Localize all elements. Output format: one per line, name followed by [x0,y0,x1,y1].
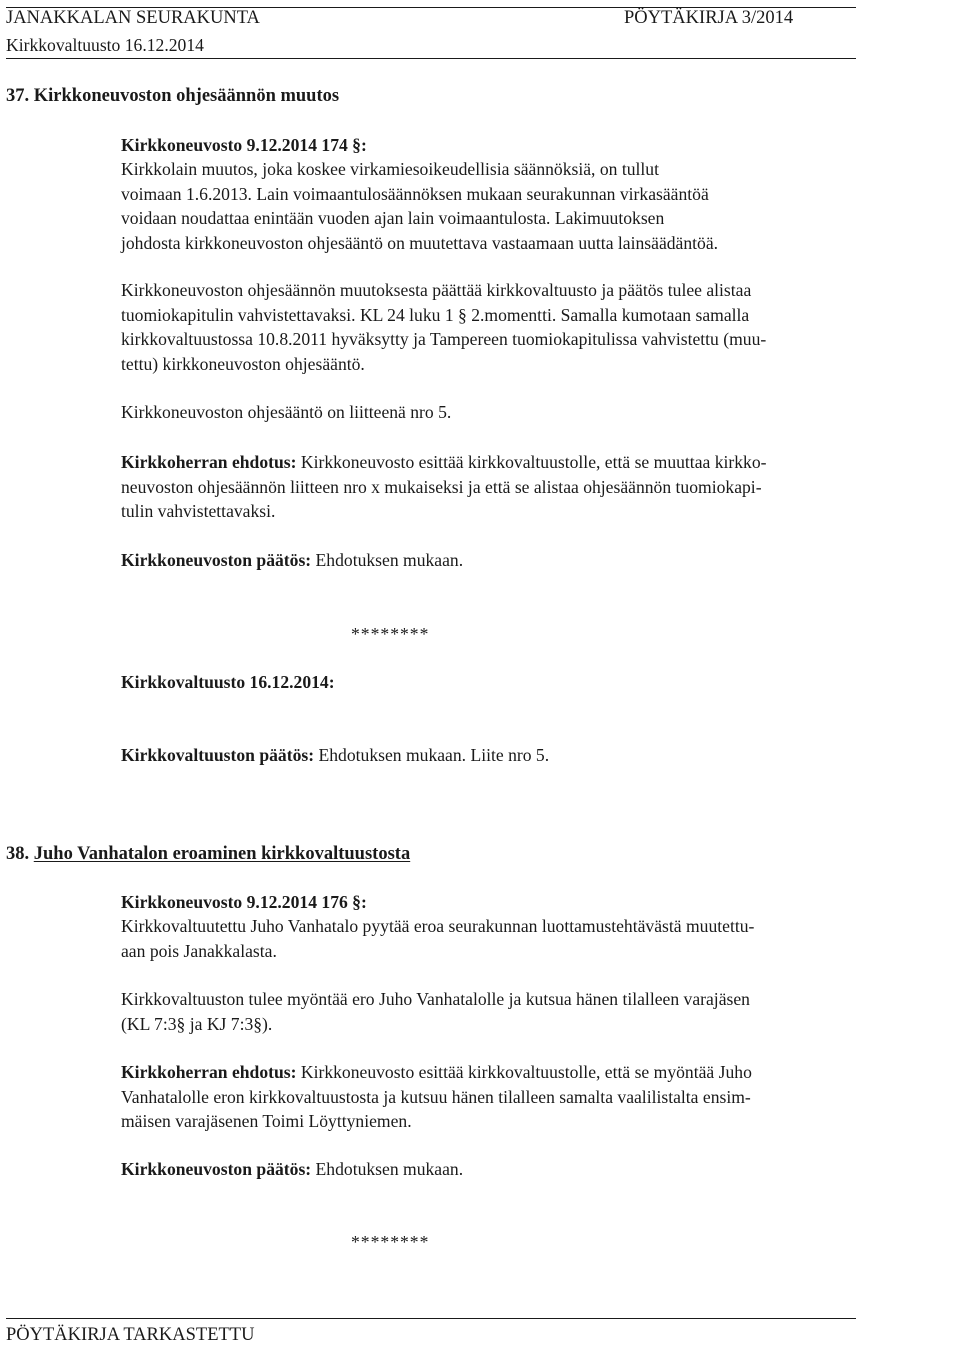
header-top-rule [6,7,856,8]
text-line: neuvoston ohjesäännön liitteen nro x mukaiseksi ja että se alistaa ohjesäännön tuomiokapi- [121,476,762,497]
text-line: Kirkkolain muutos, joka koskee virkamiesoikeudellisia säännöksiä, on tullut [121,159,659,179]
section-37-heading: 37. Kirkkoneuvoston ohjesäännön muutos [6,86,340,106]
section-37-paragraph-1 [121,157,911,255]
header-bottom-rule [6,58,856,59]
header-document-number: PÖYTÄKIRJA 3/2014 [624,8,794,28]
footer-review-label: PÖYTÄKIRJA TARKASTETTU [6,1325,255,1345]
board-decision-label: Kirkkoneuvoston päätös: [121,1159,312,1179]
section-38-board-decision [121,1157,463,1181]
section-38-board-reference: Kirkkoneuvosto 9.12.2014 176 §: [121,892,367,912]
section-38-proposal [121,1060,911,1134]
board-decision-text: Ehdotuksen mukaan. [311,1159,464,1179]
section-38-title: Juho Vanhatalon eroaminen kirkkovaltuustosta [33,844,411,864]
section-37-council-decision [121,743,549,767]
text-line: Kirkkoneuvoston ohjesäännön muutoksesta päättää kirkkovaltuusto ja päätös tulee alistaa [121,280,752,300]
proposal-text: Kirkkoneuvosto esittää kirkkovaltuustolle, että se muuttaa kirkko- [296,452,767,472]
footer-rule [6,1318,856,1319]
section-38-heading [6,842,410,866]
section-38-paragraph-1 [121,914,911,963]
proposal-label: Kirkkoherran ehdotus: [121,452,297,472]
council-decision-text: Ehdotuksen mukaan. Liite nro 5. [314,745,550,765]
board-decision-text: Ehdotuksen mukaan. [311,550,464,570]
council-decision-label: Kirkkovaltuuston päätös: [121,745,315,765]
text-line: voidaan noudattaa enintään vuoden ajan lain voimaantulosta. Lakimuutoksen [121,208,665,228]
section-37-attachment-note: Kirkkoneuvoston ohjesääntö on liitteenä nro 5. [121,402,452,422]
section-37-proposal [121,450,911,524]
section-38-separator: ******** [351,1232,430,1252]
header-meeting-date: Kirkkovaltuusto 16.12.2014 [6,35,204,55]
header-organization: JANAKKALAN SEURAKUNTA [6,8,260,28]
proposal-label: Kirkkoherran ehdotus: [121,1062,297,1082]
section-37-board-reference: Kirkkoneuvosto 9.12.2014 174 §: [121,135,367,155]
text-line: tettu) kirkkoneuvoston ohjesääntö. [121,353,365,374]
text-line: voimaan 1.6.2013. Lain voimaantulosäännöksen mukaan seurakunnan virkasääntöä [121,183,709,204]
text-line [121,1060,911,1085]
section-37-board-decision [121,548,463,572]
text-line: Vanhatalolle eron kirkkovaltuustosta ja kutsuu hänen tilalleen samalta vaalilistalta ensim- [121,1086,751,1107]
text-line: tulin vahvistettavaksi. [121,501,276,521]
section-37-paragraph-2 [121,278,911,376]
section-37-council-reference: Kirkkovaltuusto 16.12.2014: [121,672,335,692]
section-38-number: 38. [6,844,30,864]
text-line [121,450,911,475]
text-line: aan pois Janakkalasta. [121,940,277,961]
text-line: tuomiokapitulin vahvistettavaksi. KL 24 luku 1 § 2.momentti. Samalla kumotaan samalla [121,304,750,325]
text-line: (KL 7:3§ ja KJ 7:3§). [121,1013,273,1034]
proposal-text: Kirkkoneuvosto esittää kirkkovaltuustolle, että se myöntää Juho [296,1062,752,1082]
board-decision-label: Kirkkoneuvoston päätös: [121,550,312,570]
text-line: mäisen varajäsenen Toimi Löyttyniemen. [121,1111,412,1131]
text-line: Kirkkovaltuutettu Juho Vanhatalo pyytää eroa seurakunnan luottamustehtävästä muutettu- [121,916,755,936]
text-line: johdosta kirkkoneuvoston ohjesääntö on muutettava vastaamaan uutta lainsäädäntöä. [121,232,719,253]
section-38-paragraph-2 [121,987,911,1036]
text-line: kirkkovaltuustossa 10.8.2011 hyväksytty ja Tampereen tuomiokapitulissa vahvistettu (muu- [121,329,767,349]
section-37-separator: ******** [351,624,430,644]
text-line: Kirkkovaltuuston tulee myöntää ero Juho Vanhatalolle ja kutsua hänen tilalleen varajäsen [121,989,750,1009]
